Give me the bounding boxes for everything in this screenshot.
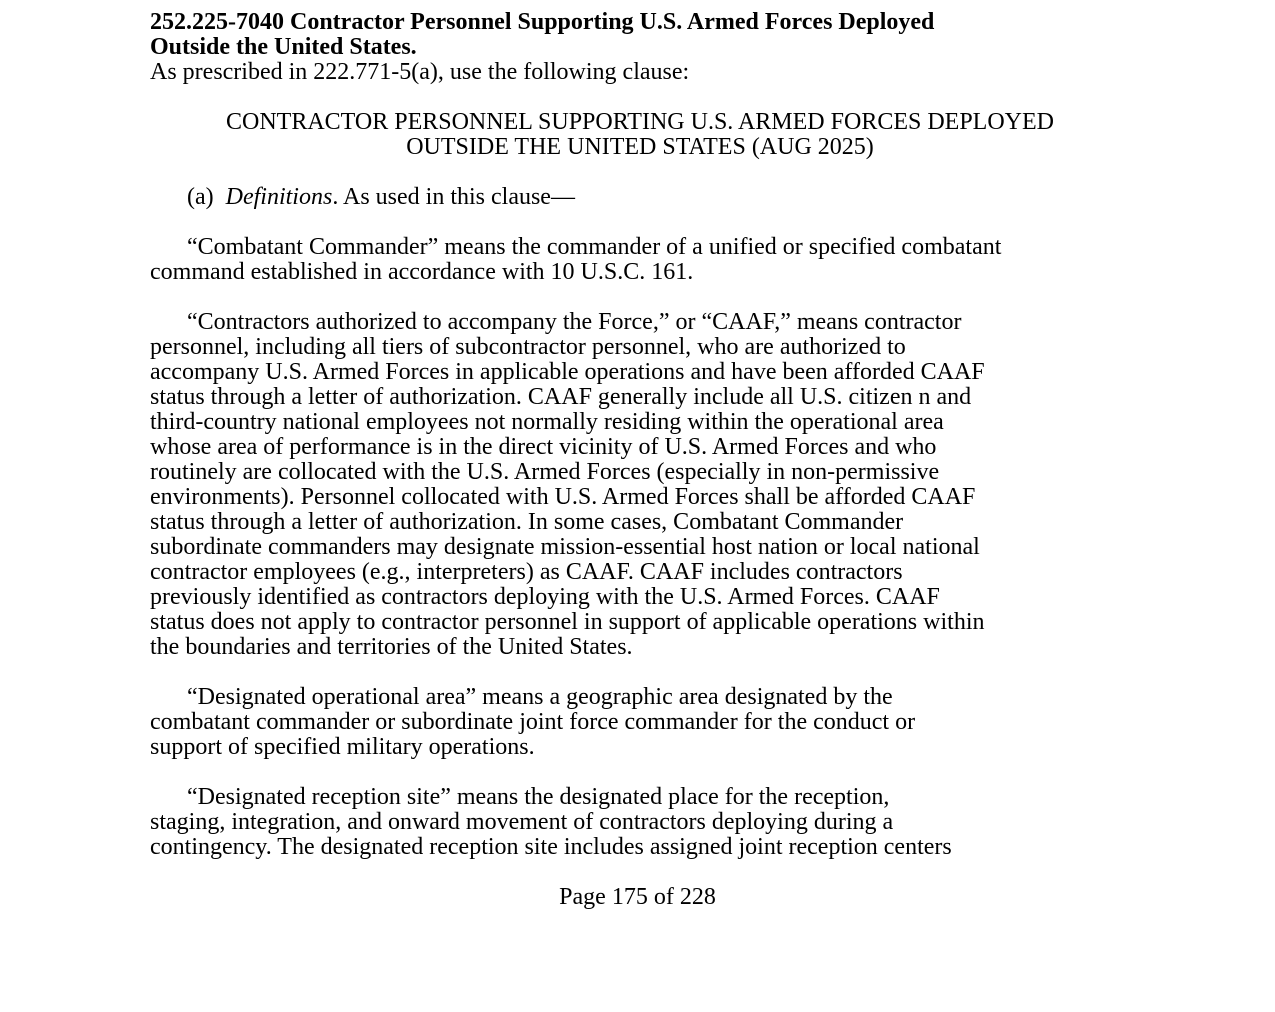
paragraph-line: “Designated operational area” means a geographic area designated by the <box>187 684 893 710</box>
paragraph-line: previously identified as contractors deploying with the U.S. Armed Forces. CAAF <box>150 584 940 610</box>
document-page <box>150 10 1130 860</box>
clause-title-line-1: CONTRACTOR PERSONNEL SUPPORTING U.S. ARMED FORCES DEPLOYED <box>225 109 1054 135</box>
paragraph-line: whose area of performance is in the direct vicinity of U.S. Armed Forces and who <box>150 434 937 460</box>
prescription-text: As prescribed in 222.771-5(a), use the following clause: <box>150 59 690 85</box>
section-heading-line-1: 252.225-7040 Contractor Personnel Supporting U.S. Armed Forces Deployed <box>150 9 935 35</box>
section-heading <box>150 10 1130 60</box>
paragraph-line: support of specified military operations. <box>150 734 535 760</box>
paragraph-line: the boundaries and territories of the United States. <box>150 634 633 660</box>
paragraph-line: contingency. The designated reception site includes assigned joint reception centers <box>150 834 952 860</box>
paragraph-line: personnel, including all tiers of subcontractor personnel, who are authorized to <box>150 334 906 360</box>
paragraph-line: status through a letter of authorization. In some cases, Combatant Commander <box>150 509 904 535</box>
definitions-intro <box>150 185 1130 210</box>
paragraph-line: combatant commander or subordinate joint force commander for the conduct or <box>150 709 916 735</box>
paragraph-line: staging, integration, and onward movement of contractors deploying during a <box>150 809 894 835</box>
clause-title <box>150 110 1130 160</box>
paragraph-line: “Contractors authorized to accompany the Force,” or “CAAF,” means contractor <box>187 309 962 335</box>
clause-title-line-2: OUTSIDE THE UNITED STATES (AUG 2025) <box>406 134 874 160</box>
paragraph-line: “Designated reception site” means the designated place for the reception, <box>187 784 890 810</box>
paragraph-line: status does not apply to contractor personnel in support of applicable operations within <box>150 609 985 635</box>
paragraph-line: contractor employees (e.g., interpreters) as CAAF. CAAF includes contractors <box>150 559 903 585</box>
definitions-marker: (a) <box>187 184 214 210</box>
paragraph-line: subordinate commanders may designate mission-essential host nation or local national <box>150 534 980 560</box>
paragraph-line: routinely are collocated with the U.S. Armed Forces (especially in non-permissive <box>150 459 940 485</box>
paragraph-line: environments). Personnel collocated with U.S. Armed Forces shall be afforded CAAF <box>150 484 976 510</box>
paragraph-designated-reception-site <box>150 785 1130 860</box>
paragraph-combatant-commander <box>150 235 1130 285</box>
definitions-text: . As used in this clause— <box>332 184 575 210</box>
page-number: Page 175 of 228 <box>559 884 716 910</box>
definitions-term: Definitions <box>225 184 333 210</box>
paragraph-line: third-country national employees not normally residing within the operational area <box>150 409 944 435</box>
paragraph-line: “Combatant Commander” means the commander of a unified or specified combatant <box>187 234 1002 260</box>
section-heading-line-2: Outside the United States. <box>150 34 417 60</box>
paragraph-line: accompany U.S. Armed Forces in applicable operations and have been afforded CAAF <box>150 359 985 385</box>
paragraph-caaf <box>150 310 1130 660</box>
paragraph-line: status through a letter of authorization. CAAF generally include all U.S. citizen n and <box>150 384 972 410</box>
paragraph-designated-operational-area <box>150 685 1130 760</box>
paragraph-line: command established in accordance with 10 U.S.C. 161. <box>150 259 694 285</box>
